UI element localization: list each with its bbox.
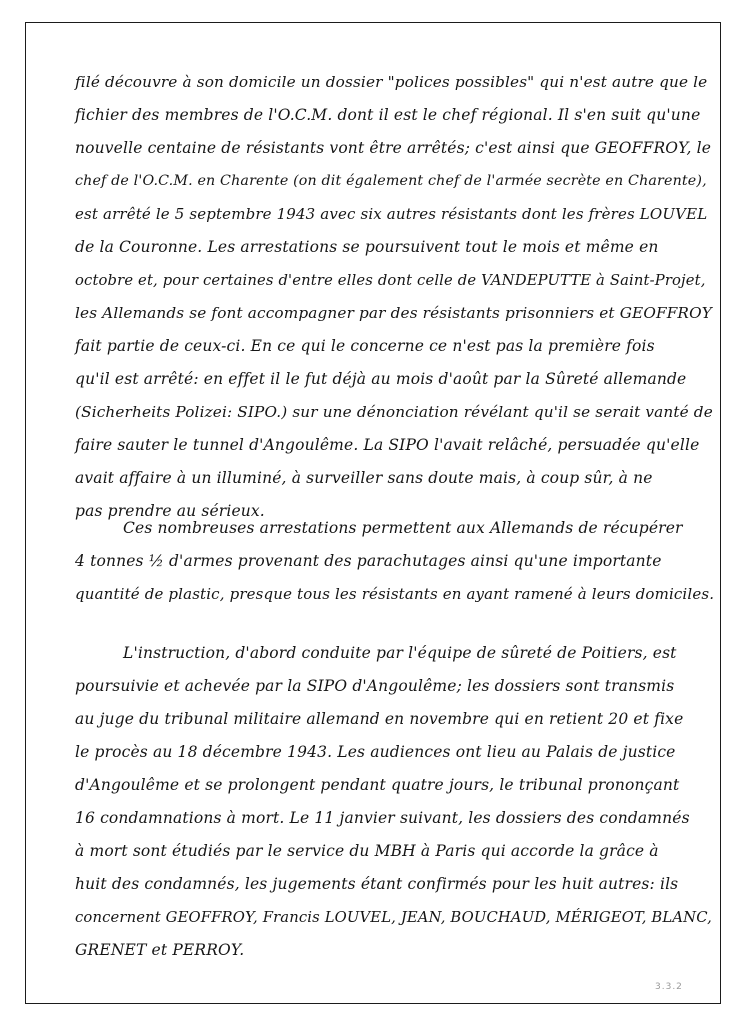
text-line: les Allemands se font accompagner par des résistants prisonniers et GEOFFROY — [75, 304, 712, 322]
paragraph-2 — [75, 512, 715, 611]
paragraph-3 — [75, 637, 715, 967]
text-line: filé découvre à son domicile un dossier "polices possibles" qui n'est autre que le — [75, 73, 708, 91]
text-line: 4 tonnes ½ d'armes provenant des parachutages ainsi qu'une importante — [75, 552, 662, 570]
text-line: qu'il est arrêté: en effet il le fut déjà au mois d'août par la Sûreté allemande — [75, 370, 687, 388]
text-line: avait affaire à un illuminé, à surveiller sans doute mais, à coup sûr, à ne — [75, 469, 653, 487]
text-line: pas prendre au sérieux. — [75, 502, 265, 520]
text-line: 16 condamnations à mort. Le 11 janvier suivant, les dossiers des condamnés — [75, 809, 690, 827]
page-number-mark: 3.3.2 — [655, 982, 683, 992]
text-line: faire sauter le tunnel d'Angoulême. La SIPO l'avait relâché, persuadée qu'elle — [75, 436, 700, 454]
text-line: quantité de plastic, presque tous les résistants en ayant ramené à leurs domiciles. — [75, 585, 715, 603]
text-line: concernent GEOFFROY, Francis LOUVEL, JEAN, BOUCHAUD, MÉRIGEOT, BLANC, — [75, 909, 712, 926]
text-line: d'Angoulême et se prolongent pendant quatre jours, le tribunal prononçant — [75, 776, 680, 794]
text-line: fichier des membres de l'O.C.M. dont il est le chef régional. Il s'en suit qu'une — [75, 106, 701, 124]
text-line: de la Couronne. Les arrestations se poursuivent tout le mois et même en — [75, 238, 659, 256]
paragraph-1 — [75, 66, 715, 528]
text-line: (Sicherheits Polizei: SIPO.) sur une dénonciation révélant qu'il se serait vanté de — [75, 403, 713, 421]
text-line: est arrêté le 5 septembre 1943 avec six autres résistants dont les frères LOUVEL — [75, 205, 708, 223]
text-line: fait partie de ceux-ci. En ce qui le concerne ce n'est pas la première fois — [75, 337, 655, 355]
text-line: huit des condamnés, les jugements étant confirmés pour les huit autres: ils — [75, 875, 679, 893]
text-line: Ces nombreuses arrestations permettent aux Allemands de récupérer — [123, 519, 683, 537]
text-line: octobre et, pour certaines d'entre elles dont celle de VANDEPUTTE à Saint-Projet, — [75, 272, 706, 289]
text-line: à mort sont étudiés par le service du MBH à Paris qui accorde la grâce à — [75, 842, 659, 860]
text-line: le procès au 18 décembre 1943. Les audiences ont lieu au Palais de justice — [75, 743, 676, 761]
text-line: poursuivie et achevée par la SIPO d'Angoulême; les dossiers sont transmis — [75, 677, 675, 695]
text-line: L'instruction, d'abord conduite par l'équipe de sûreté de Poitiers, est — [123, 644, 677, 662]
text-line: chef de l'O.C.M. en Charente (on dit également chef de l'armée secrète en Charente), — [75, 173, 707, 189]
text-line: nouvelle centaine de résistants vont être arrêtés; c'est ainsi que GEOFFROY, le — [75, 139, 712, 157]
text-line: au juge du tribunal militaire allemand en novembre qui en retient 20 et fixe — [75, 710, 684, 728]
text-line: GRENET et PERROY. — [75, 941, 245, 959]
